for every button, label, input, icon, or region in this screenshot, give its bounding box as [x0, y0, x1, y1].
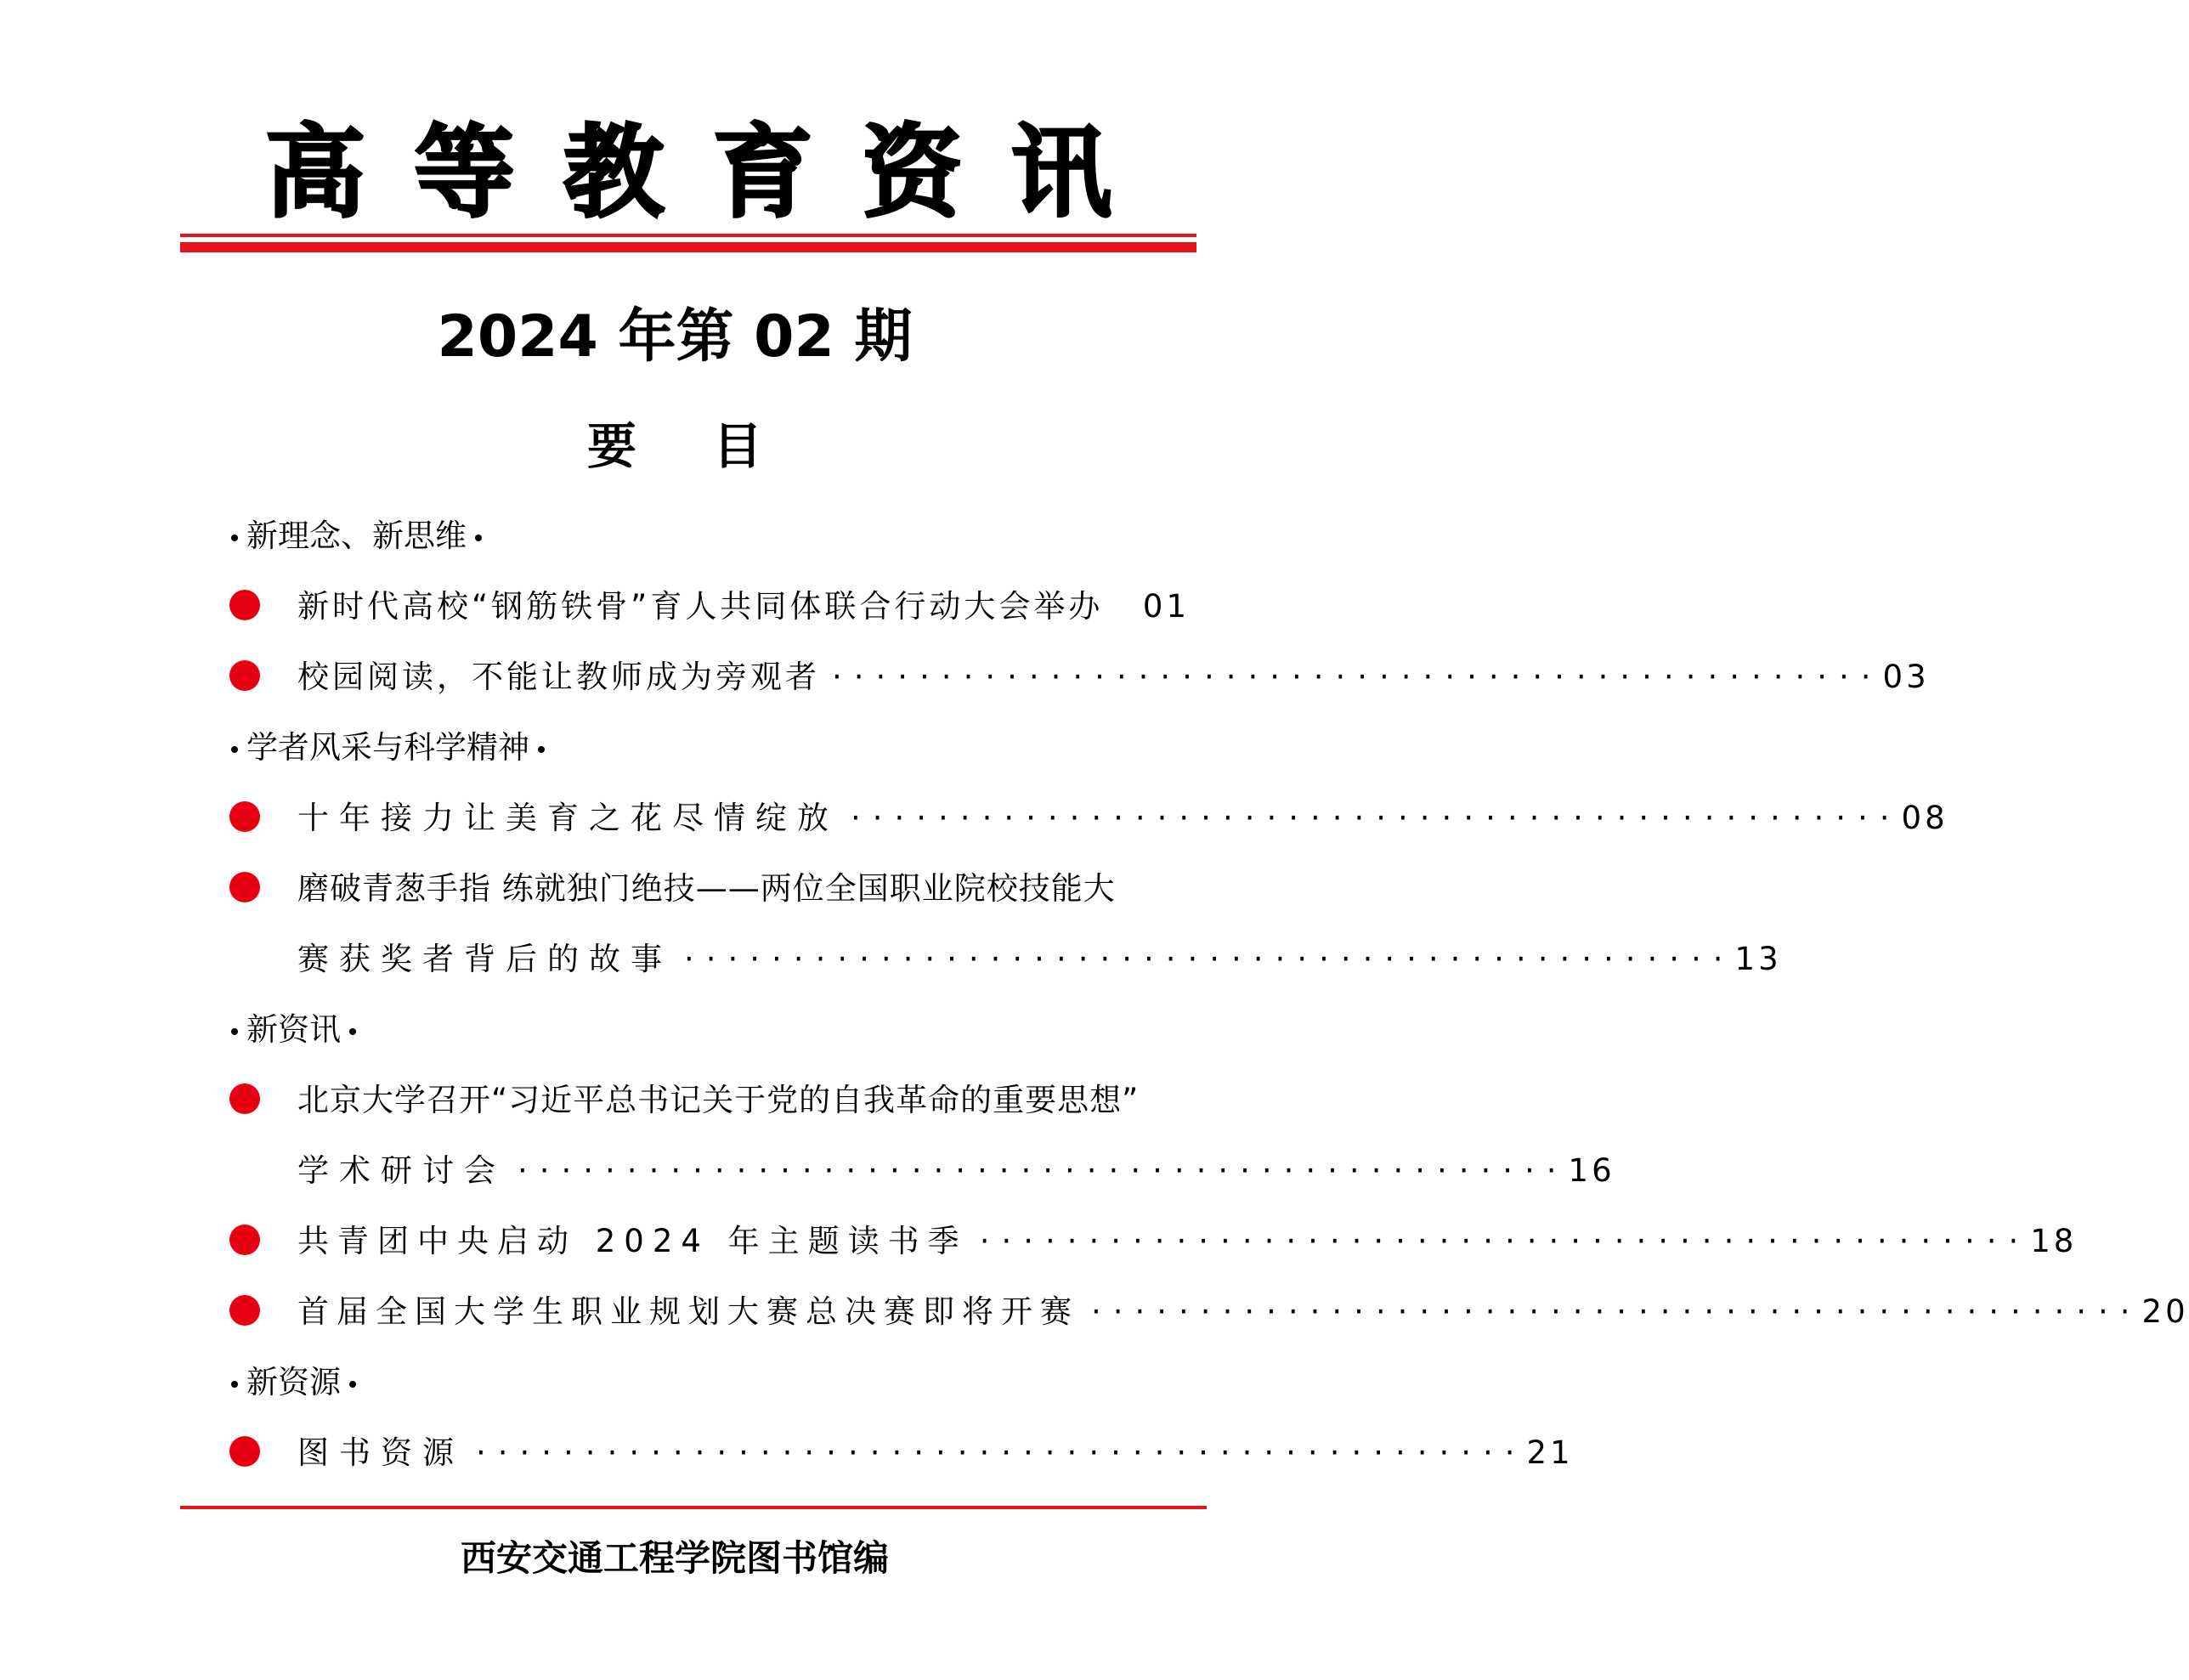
- leader-dots: ················································: [476, 1434, 1527, 1471]
- leader-dots: ················································: [684, 941, 1735, 977]
- page-number: 03: [1882, 659, 1930, 695]
- entry-continuation: 赛获奖者背后的故事: [297, 941, 672, 977]
- bullet-icon: [229, 1083, 260, 1114]
- page-number: 13: [1734, 941, 1782, 977]
- contents-heading: 要目: [586, 417, 839, 475]
- masthead-rule-thin: [180, 234, 1196, 237]
- section-dot: [349, 1381, 356, 1388]
- masthead-char: 教: [563, 113, 665, 231]
- page-number: 16: [1568, 1152, 1615, 1189]
- leader-dots: ················································: [851, 800, 1902, 836]
- leader-dots: ················································: [518, 1152, 1569, 1189]
- section-heading: [229, 512, 1190, 560]
- entry-title: 共青团中央启动 2024 年主题读书季: [297, 1223, 968, 1259]
- bullet-icon: [229, 660, 260, 691]
- masthead-char: 等: [414, 113, 515, 231]
- entry-title: 北京大学召开“习近平总书记关于党的自我革命的重要思想”: [297, 1082, 1140, 1118]
- entry-title: 图书资源: [297, 1434, 464, 1471]
- bullet-icon: [229, 1225, 260, 1255]
- publisher-footer: 西安交通工程学院图书馆编: [460, 1537, 889, 1579]
- page-number: 21: [1526, 1434, 1574, 1471]
- section-title: 新理念、新思维: [246, 518, 467, 554]
- section-dot: [231, 1381, 238, 1388]
- section-title: 新资源: [246, 1364, 341, 1400]
- leader-dots: ················································: [832, 659, 1883, 695]
- section-title: 新资讯: [246, 1011, 341, 1048]
- section-heading: [229, 1359, 1190, 1406]
- section-heading: [229, 1006, 1190, 1054]
- page-number: 20: [2141, 1293, 2189, 1330]
- leader-dots: ················································: [1091, 1293, 2142, 1330]
- entry-title: 新时代高校“钢筋铁骨”育人共同体联合行动大会举办: [297, 588, 1104, 625]
- leader-dots: ················································: [979, 1223, 2031, 1259]
- page-number: 08: [1901, 800, 1949, 836]
- masthead-char: 高: [265, 113, 366, 231]
- masthead-char: 育: [712, 113, 813, 231]
- section-dot: [538, 746, 545, 753]
- bullet-icon: [229, 1295, 260, 1326]
- section-dot: [231, 746, 238, 753]
- entry-continuation: 学术研讨会: [297, 1152, 506, 1189]
- section-dot: [475, 535, 482, 541]
- masthead-char: 资: [862, 113, 963, 231]
- entry-title: 十年接力让美育之花尽情绽放: [297, 800, 839, 836]
- section-dot: [231, 1028, 238, 1035]
- bullet-icon: [229, 590, 260, 620]
- masthead-rule-thick: [180, 242, 1196, 252]
- section-dot: [231, 535, 238, 541]
- section-heading: [229, 724, 1190, 772]
- masthead-title: [180, 109, 1196, 236]
- bullet-icon: [229, 801, 260, 832]
- section-title: 学者风采与科学精神: [246, 729, 529, 766]
- masthead-char: 讯: [1010, 113, 1111, 231]
- bullet-icon: [229, 872, 260, 902]
- entry-title: 磨破青葱手指 练就独门绝技——两位全国职业院校技能大: [297, 870, 1116, 907]
- entry-title: 首届全国大学生职业规划大赛总决赛即将开赛: [297, 1293, 1079, 1330]
- page-number: 18: [2030, 1223, 2078, 1259]
- bullet-icon: [229, 1436, 260, 1467]
- section-dot: [349, 1028, 356, 1035]
- entry-title: 校园阅读，不能让教师成为旁观者: [297, 659, 820, 695]
- page-number: 01: [1142, 588, 1190, 625]
- footer-rule: [180, 1506, 1207, 1509]
- issue-number: 2024 年第 02 期: [437, 303, 913, 371]
